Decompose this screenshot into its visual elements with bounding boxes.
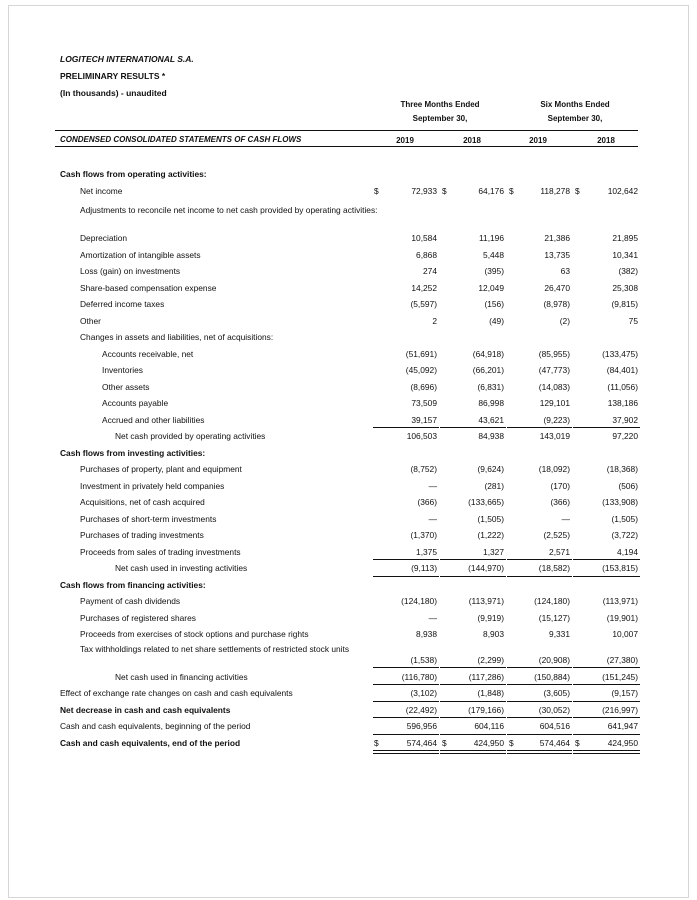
row-value: (153,815) — [602, 563, 638, 573]
row-value: (2,525) — [543, 530, 570, 540]
currency-symbol: $ — [575, 737, 580, 748]
table-row — [55, 230, 638, 247]
row-value: (1,505) — [477, 513, 504, 524]
row-value: (2) — [559, 315, 570, 326]
row-value: (15,127) — [538, 612, 570, 623]
row-value: (49) — [489, 315, 504, 326]
row-label: Proceeds from sales of trading investments — [80, 546, 241, 557]
row-value: 4,194 — [617, 546, 638, 557]
total-double-underline — [573, 750, 640, 754]
table-row — [55, 280, 638, 297]
row-value: 21,895 — [612, 233, 638, 243]
row-value: 118,278 — [540, 185, 570, 196]
row-value: (9,223) — [543, 414, 570, 425]
row-value: 424,950 — [607, 737, 638, 748]
row-value: (113,971) — [602, 596, 638, 606]
row-value: (1,505) — [611, 513, 638, 524]
row-value: (18,092) — [538, 464, 570, 474]
row-value: 43,621 — [478, 414, 504, 425]
row-value: 138,186 — [607, 398, 638, 408]
row-value: (3,102) — [410, 688, 437, 698]
three-months-header-line2: September 30, — [412, 114, 468, 123]
row-value: 97,220 — [612, 431, 638, 441]
row-value: 11,196 — [479, 233, 504, 243]
row-value: (156) — [484, 299, 504, 309]
row-value: 25,308 — [612, 282, 638, 293]
six-months-header-line1: Six Months Ended — [540, 100, 610, 109]
row-value: 143,019 — [539, 431, 570, 441]
subtotal-underline — [440, 667, 506, 668]
total-double-underline — [507, 750, 572, 754]
row-label: Cash flows from operating activities: — [60, 169, 207, 179]
currency-symbol: $ — [374, 185, 379, 196]
table-row — [55, 527, 638, 544]
row-value: 14,252 — [411, 282, 437, 293]
table-row — [55, 577, 638, 594]
row-value: 12,049 — [478, 282, 504, 293]
currency-symbol: $ — [442, 737, 447, 748]
table-row — [55, 669, 638, 686]
row-label: Changes in assets and liabilities, net of acquisitions: — [80, 332, 274, 342]
row-label: Other assets — [102, 381, 150, 392]
table-row — [55, 379, 638, 396]
row-value: (3,722) — [611, 530, 638, 540]
row-value: (1,222) — [477, 530, 504, 540]
row-value: (8,696) — [410, 381, 437, 392]
row-value: — — [561, 513, 570, 524]
row-value: 73,509 — [411, 398, 437, 408]
table-row — [55, 247, 638, 264]
table-row — [55, 735, 638, 752]
row-value: 596,956 — [406, 721, 437, 731]
row-value: (133,665) — [468, 497, 504, 507]
table-row — [55, 412, 638, 429]
row-value: 75 — [628, 315, 638, 326]
row-value: (18,582) — [538, 563, 570, 573]
row-label: Proceeds from exercises of stock options and purchase rights — [80, 629, 309, 639]
row-value: (366) — [417, 497, 437, 507]
row-value: 274 — [423, 266, 437, 276]
row-value: (66,201) — [472, 365, 504, 375]
row-value: (151,245) — [602, 671, 638, 682]
row-value: 102,642 — [607, 185, 638, 196]
row-value: (9,624) — [477, 464, 504, 474]
row-value: (2,299) — [477, 654, 504, 665]
report-subtitle: PRELIMINARY RESULTS * — [60, 71, 166, 81]
row-value: 10,341 — [612, 249, 638, 260]
row-value: 13,735 — [544, 249, 570, 260]
row-value: 574,464 — [539, 737, 570, 748]
table-row — [55, 166, 638, 183]
currency-symbol: $ — [509, 185, 514, 196]
row-value: (382) — [618, 266, 638, 276]
row-value: 641,947 — [607, 721, 638, 731]
row-value: (144,970) — [468, 563, 504, 573]
row-value: (22,492) — [405, 704, 437, 715]
row-value: 129,101 — [539, 398, 570, 408]
row-value: (216,997) — [602, 704, 638, 715]
subtotal-underline — [573, 667, 640, 668]
row-value: — — [428, 612, 437, 623]
table-row — [55, 296, 638, 313]
row-value: (3,605) — [543, 688, 570, 698]
row-value: 86,998 — [478, 398, 504, 408]
six-months-header-line2: September 30, — [547, 114, 603, 123]
row-value: 64,176 — [478, 185, 504, 196]
table-row — [55, 702, 638, 719]
row-value: (281) — [484, 480, 504, 491]
table-row — [55, 362, 638, 379]
table-row — [55, 643, 638, 669]
row-value: (9,919) — [477, 612, 504, 623]
row-value: 10,584 — [411, 233, 437, 243]
table-row — [55, 626, 638, 643]
table-row — [55, 685, 638, 702]
table-row — [55, 346, 638, 363]
total-double-underline — [373, 750, 439, 754]
row-value: (20,908) — [538, 654, 570, 665]
row-label: Accounts payable — [102, 398, 169, 408]
units-note: (In thousands) - unaudited — [60, 88, 167, 98]
table-row — [55, 183, 638, 200]
row-value: (85,955) — [538, 348, 570, 359]
row-label: Accrued and other liabilities — [102, 414, 205, 425]
row-label: Net decrease in cash and cash equivalents — [60, 704, 231, 715]
row-label: Net cash provided by operating activities — [115, 431, 266, 441]
row-value: 1,327 — [483, 546, 504, 557]
row-label: Payment of cash dividends — [80, 596, 181, 606]
currency-symbol: $ — [575, 185, 580, 196]
row-label: Accounts receivable, net — [102, 348, 194, 359]
row-label: Investment in privately held companies — [80, 480, 225, 491]
row-value: (124,180) — [534, 596, 570, 606]
row-value: 8,938 — [416, 629, 437, 639]
row-value: 2,571 — [549, 546, 570, 557]
row-value: (506) — [618, 480, 638, 491]
total-double-underline — [440, 750, 506, 754]
table-row — [55, 478, 638, 495]
row-value: (113,971) — [468, 596, 504, 606]
table-row — [55, 329, 638, 346]
table-row — [55, 560, 638, 577]
row-value: (47,773) — [538, 365, 570, 375]
row-label: Purchases of property, plant and equipment — [80, 464, 242, 474]
row-value: 424,950 — [473, 737, 504, 748]
row-value: (19,901) — [606, 612, 638, 623]
row-value: (150,884) — [534, 671, 570, 682]
row-label: Cash and cash equivalents, end of the period — [60, 737, 241, 748]
row-value: (1,848) — [477, 688, 504, 698]
row-value: (64,918) — [472, 348, 504, 359]
row-value: 26,470 — [544, 282, 570, 293]
table-row — [55, 544, 638, 561]
row-value: (51,691) — [405, 348, 437, 359]
row-label: Loss (gain) on investments — [80, 266, 181, 276]
row-value: (1,370) — [410, 530, 437, 540]
row-value: (179,166) — [468, 704, 504, 715]
row-value: (133,908) — [602, 497, 638, 507]
row-value: (8,752) — [410, 464, 437, 474]
row-label: Cash flows from investing activities: — [60, 447, 206, 458]
currency-symbol: $ — [442, 185, 447, 196]
row-value: 39,157 — [411, 414, 437, 425]
row-label: Amortization of intangible assets — [80, 249, 201, 260]
row-value: 72,933 — [411, 185, 437, 196]
row-label: Share-based compensation expense — [80, 282, 217, 293]
row-label: Other — [80, 315, 101, 326]
row-value: 10,007 — [612, 629, 638, 639]
row-label: Net cash used in financing activities — [115, 671, 248, 682]
row-label: Deferred income taxes — [80, 299, 165, 309]
row-value: (6,831) — [477, 381, 504, 392]
row-label: Depreciation — [80, 233, 128, 243]
cash-flow-table — [55, 166, 638, 751]
row-value: 37,902 — [612, 414, 638, 425]
row-label: Effect of exchange rate changes on cash and cash equivalents — [60, 688, 293, 698]
row-value: (14,083) — [538, 381, 570, 392]
row-label: Tax withholdings related to net share settlements of restricted stock units — [80, 643, 350, 654]
table-row — [55, 313, 638, 330]
row-value: (366) — [550, 497, 570, 507]
row-value: 604,116 — [474, 721, 504, 731]
row-value: (11,056) — [607, 381, 638, 392]
row-value: (84,401) — [606, 365, 638, 375]
year-header-h-2018: 2018 — [597, 136, 615, 145]
row-value: (116,780) — [401, 671, 437, 682]
row-value: 84,938 — [478, 431, 504, 441]
row-value: 8,903 — [483, 629, 504, 639]
row-value: (9,157) — [611, 688, 638, 698]
table-row — [55, 428, 638, 445]
row-label: Purchases of trading investments — [80, 530, 204, 540]
row-value: 604,516 — [539, 721, 570, 731]
row-value: (395) — [484, 266, 504, 276]
row-value: 6,868 — [416, 249, 437, 260]
statement-title: CONDENSED CONSOLIDATED STATEMENTS OF CASH FLOWS — [60, 135, 302, 144]
row-label: Cash and cash equivalents, beginning of the period — [60, 721, 251, 731]
row-value: — — [428, 513, 437, 524]
year-header-h-2019: 2019 — [529, 136, 547, 145]
year-header-q-2019: 2019 — [396, 136, 414, 145]
row-value: (8,978) — [543, 299, 570, 309]
year-header-q-2018: 2018 — [463, 136, 481, 145]
row-value: (18,368) — [606, 464, 638, 474]
row-value: (1,538) — [410, 654, 437, 665]
row-value: (124,180) — [401, 596, 437, 606]
table-row — [55, 593, 638, 610]
row-value: (170) — [550, 480, 570, 491]
row-value: (9,815) — [611, 299, 638, 309]
table-row — [55, 395, 638, 412]
row-value: 9,331 — [549, 629, 570, 639]
row-value: (30,052) — [538, 704, 570, 715]
row-value: (133,475) — [602, 348, 638, 359]
row-value: 106,503 — [406, 431, 437, 441]
row-label: Purchases of registered shares — [80, 612, 196, 623]
table-row — [55, 204, 638, 230]
currency-symbol: $ — [374, 737, 379, 748]
row-value: (117,286) — [468, 671, 504, 682]
row-value: 21,386 — [544, 233, 570, 243]
row-value: (9,113) — [411, 563, 437, 573]
currency-symbol: $ — [509, 737, 514, 748]
three-months-header-line1: Three Months Ended — [400, 100, 480, 109]
row-label: Adjustments to reconcile net income to net cash provided by operating activities: — [80, 205, 378, 215]
row-value: (45,092) — [405, 365, 437, 375]
table-row — [55, 445, 638, 462]
row-label: Acquisitions, net of cash acquired — [80, 497, 205, 507]
row-value: — — [428, 480, 437, 491]
table-row — [55, 511, 638, 528]
table-row — [55, 494, 638, 511]
row-label: Inventories — [102, 365, 143, 375]
row-value: 1,375 — [416, 546, 437, 557]
table-row — [55, 461, 638, 478]
row-label: Cash flows from financing activities: — [60, 579, 206, 590]
table-row — [55, 263, 638, 280]
row-value: 63 — [560, 266, 570, 276]
row-value: 2 — [432, 315, 437, 326]
row-value: 5,448 — [483, 249, 504, 260]
table-row — [55, 610, 638, 627]
table-row — [55, 718, 638, 735]
row-label: Net income — [80, 185, 123, 196]
row-value: (27,380) — [606, 654, 638, 665]
row-value: (5,597) — [410, 299, 437, 309]
row-value: 574,464 — [406, 737, 437, 748]
company-name: LOGITECH INTERNATIONAL S.A. — [60, 54, 194, 64]
row-label: Net cash used in investing activities — [115, 563, 248, 573]
subtotal-underline — [373, 667, 439, 668]
row-label: Purchases of short-term investments — [80, 513, 217, 524]
subtotal-underline — [507, 667, 572, 668]
